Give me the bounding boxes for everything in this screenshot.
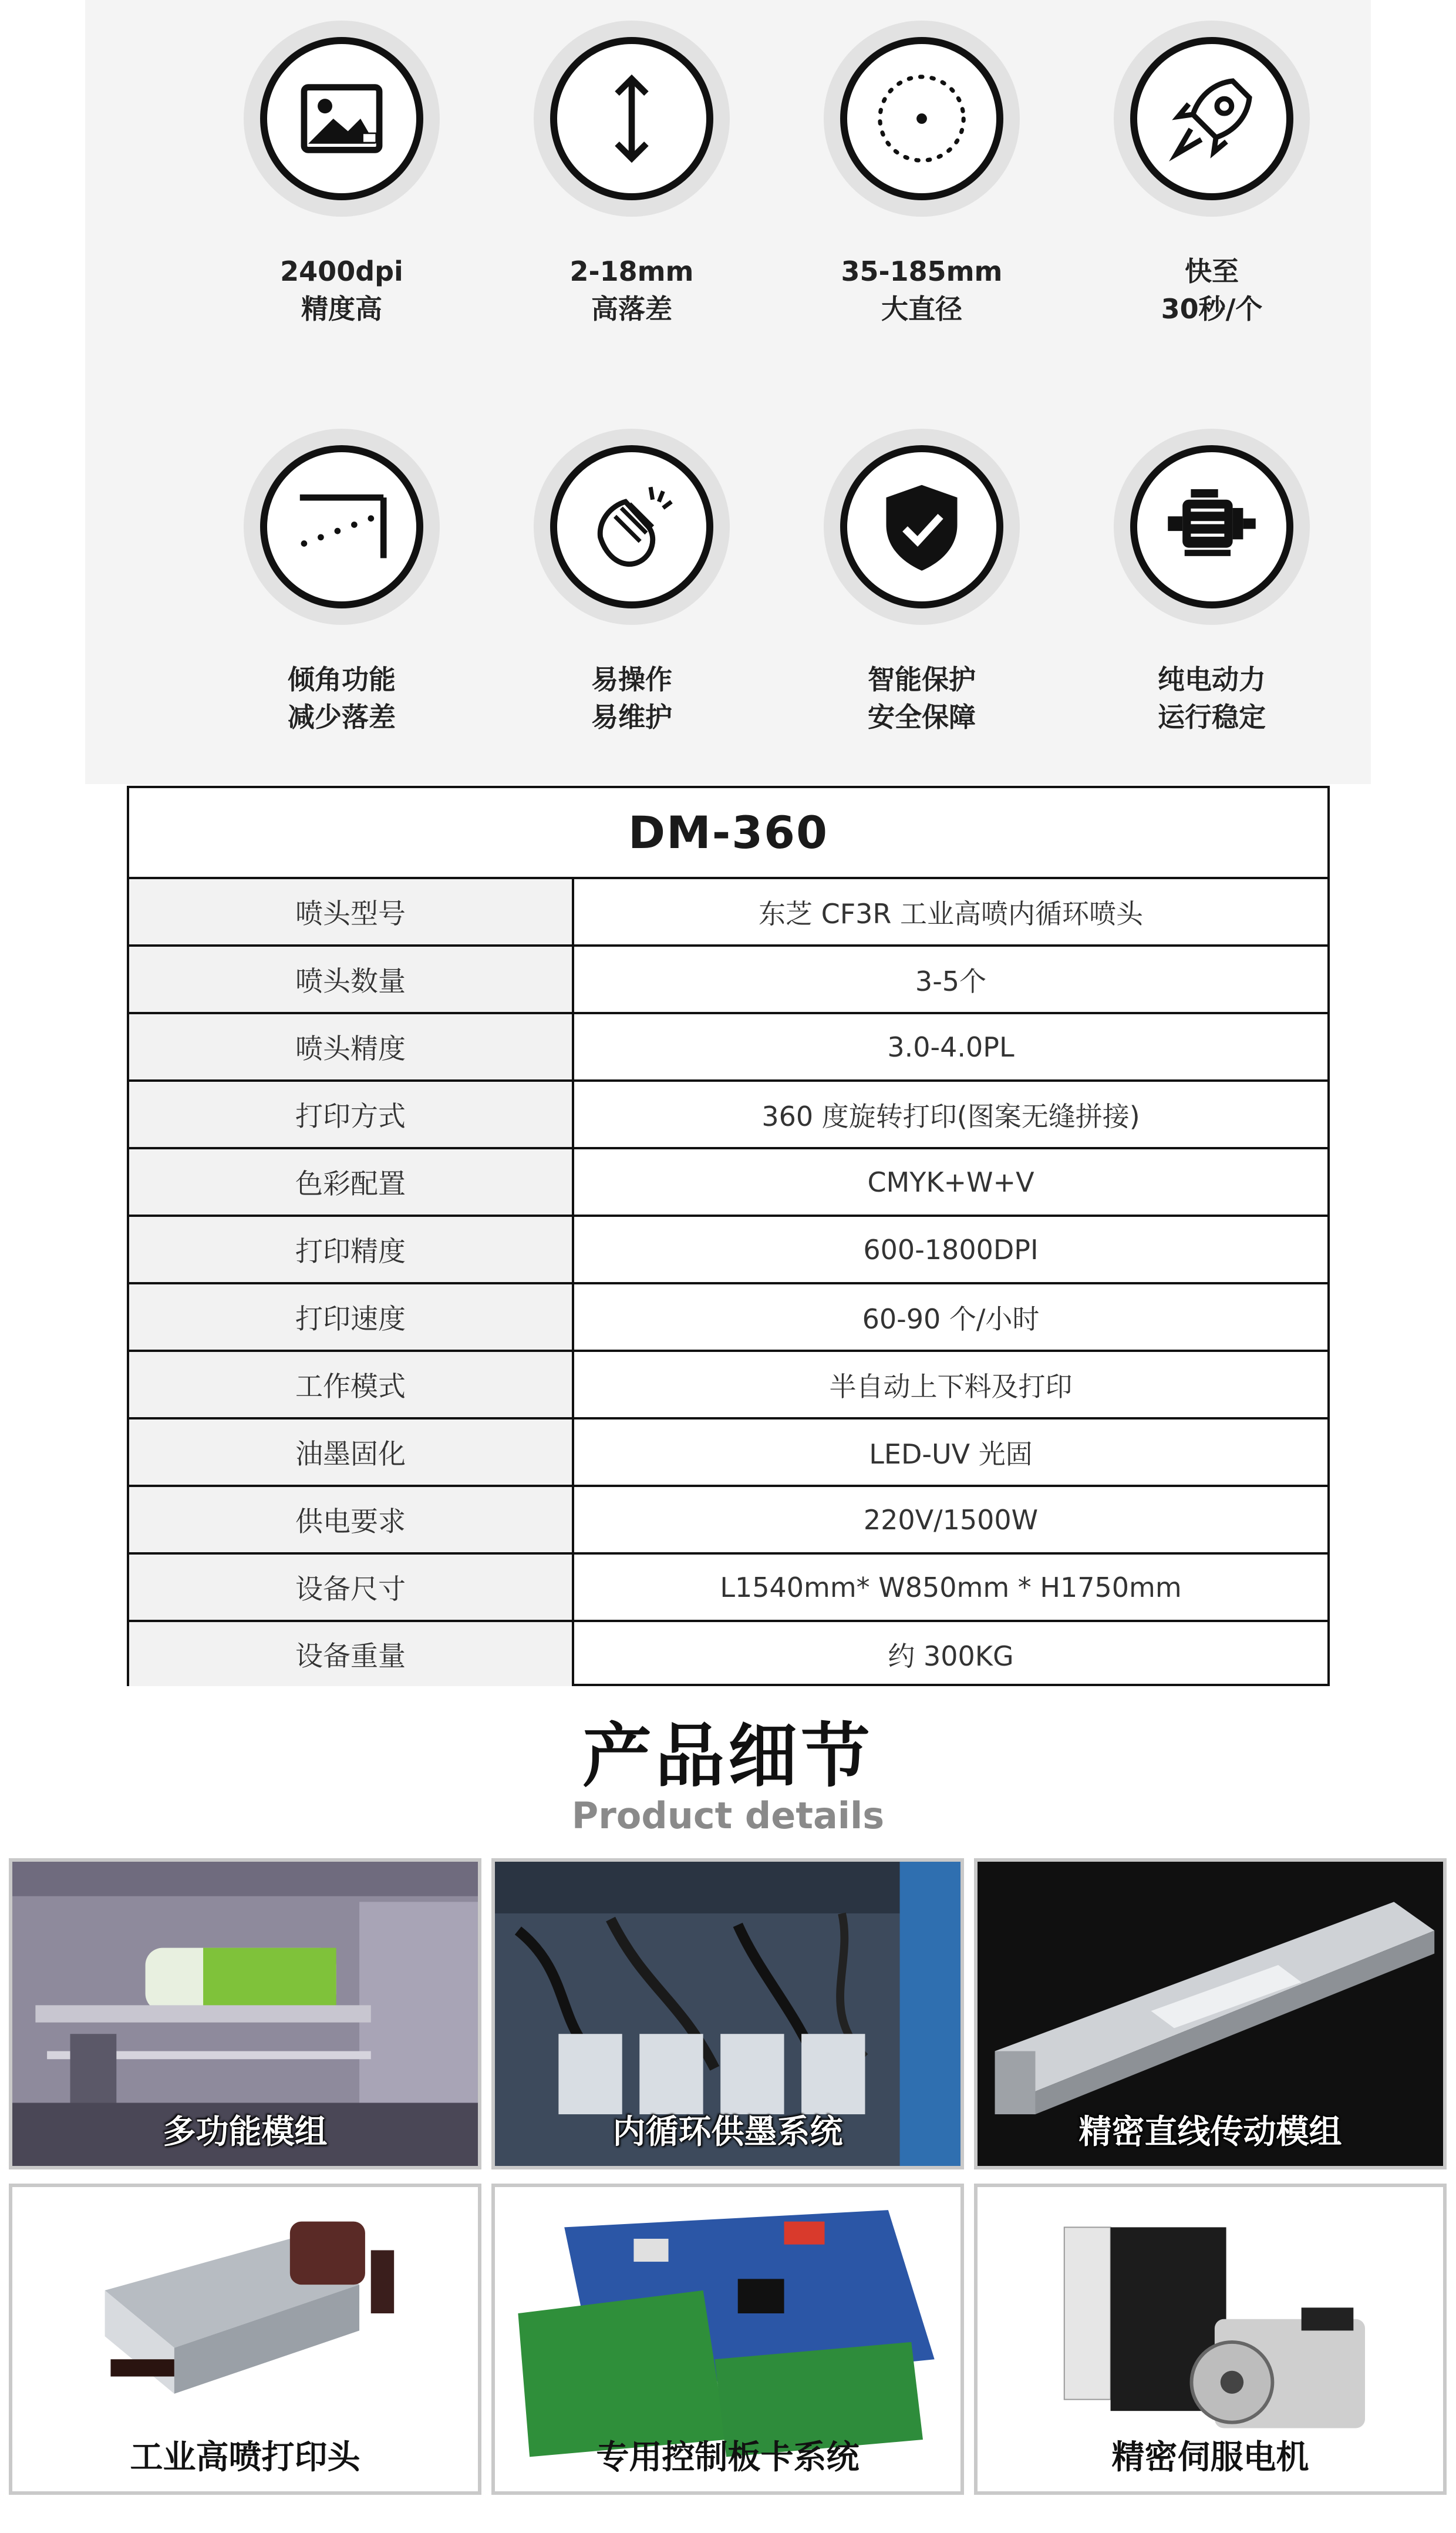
spec-value: 600-1800DPI: [863, 1233, 1039, 1266]
feature-speed-label: 30秒/个: [1161, 293, 1263, 325]
feature-precision-value: 2400dpi: [280, 255, 403, 287]
spec-value: 220V/1500W: [863, 1503, 1039, 1536]
feature-protection-label: 安全保障: [868, 701, 976, 733]
spec-key: 喷头型号: [129, 879, 574, 944]
spec-key: 设备重量: [129, 1622, 574, 1686]
spec-row: [129, 1350, 1327, 1417]
feature-diameter-value: 35-185mm: [841, 255, 1003, 287]
clapping-hands-icon: [579, 475, 684, 579]
spec-row: [129, 1147, 1327, 1215]
spec-row: [129, 1552, 1327, 1620]
spec-value: 360 度旋转打印(图案无缝拼接): [761, 1100, 1140, 1132]
spec-value: CMYK+W+V: [867, 1166, 1034, 1198]
spec-row: [129, 1282, 1327, 1350]
feature-power-title: 纯电动力: [1158, 664, 1266, 695]
spec-row: [129, 1215, 1327, 1282]
spec-key: 喷头精度: [129, 1014, 574, 1079]
spec-row: [129, 1079, 1327, 1147]
spec-row: [129, 1485, 1327, 1552]
detail-tile-servo-motor: [974, 2184, 1447, 2495]
feature-ease-label: 易维护: [591, 701, 672, 733]
spec-value: 3.0-4.0PL: [887, 1031, 1015, 1063]
rocket-icon: [1160, 66, 1264, 171]
tilt-angle-icon: [289, 475, 394, 579]
spec-key: 油墨固化: [129, 1419, 574, 1485]
spec-row: [129, 877, 1327, 944]
spec-value: L1540mm* W850mm * H1750mm: [720, 1571, 1182, 1603]
spec-row: [129, 1620, 1327, 1686]
detail-caption: 精密直线传动模组: [1078, 2113, 1342, 2151]
spec-value: 60-90 个/小时: [862, 1303, 1040, 1335]
spec-value: 半自动上下料及打印: [829, 1370, 1073, 1402]
model-title: DM-360: [129, 788, 1327, 879]
detail-tile-linear-module: [974, 1858, 1447, 2169]
spec-key: 色彩配置: [129, 1149, 574, 1215]
detail-caption: 内循环供墨系统: [612, 2113, 843, 2151]
detail-caption: 精密伺服电机: [1111, 2438, 1309, 2477]
motor-icon: [1160, 475, 1264, 579]
spec-key: 打印方式: [129, 1082, 574, 1147]
dotted-circle-icon: [869, 66, 974, 171]
feature-tilt-label: 减少落差: [288, 701, 396, 733]
shield-check-icon: [869, 475, 974, 579]
vertical-arrows-icon: [579, 66, 684, 171]
spec-row: [129, 1417, 1327, 1485]
spec-value: 约 300KG: [888, 1640, 1014, 1672]
detail-tile-control-board: [491, 2184, 964, 2495]
spec-key: 打印速度: [129, 1284, 574, 1350]
detail-tile-multifunction-module: [9, 1858, 481, 2169]
feature-ease-title: 易操作: [591, 664, 672, 695]
detail-caption: 专用控制板卡系统: [596, 2438, 860, 2477]
feature-speed-value: 快至: [1185, 255, 1239, 287]
spec-key: 打印精度: [129, 1217, 574, 1282]
detail-tile-ink-circulation: [491, 1858, 964, 2169]
detail-caption: 工业高喷打印头: [130, 2438, 360, 2477]
feature-drop-value: 2-18mm: [569, 255, 694, 287]
feature-precision-label: 精度高: [301, 293, 382, 325]
feature-protection-title: 智能保护: [868, 664, 976, 695]
features-panel: [85, 0, 1371, 784]
spec-key: 设备尺寸: [129, 1555, 574, 1620]
details-subtitle: Product details: [571, 1794, 885, 1837]
feature-tilt-title: 倾角功能: [288, 664, 396, 695]
detail-caption: 多功能模组: [163, 2113, 328, 2151]
detail-tile-printhead: [9, 2184, 481, 2495]
spec-value: LED-UV 光固: [869, 1438, 1033, 1470]
spec-row: [129, 944, 1327, 1012]
details-title: 产品细节: [582, 1715, 874, 1797]
spec-table: [127, 786, 1330, 1686]
spec-value: 东芝 CF3R 工业高喷内循环喷头: [758, 897, 1144, 930]
spec-key: 工作模式: [129, 1352, 574, 1417]
image-hd-icon: [289, 66, 394, 171]
spec-key: 喷头数量: [129, 947, 574, 1012]
spec-row: [129, 1012, 1327, 1079]
spec-key: 供电要求: [129, 1487, 574, 1552]
feature-drop-label: 高落差: [591, 293, 672, 325]
feature-diameter-label: 大直径: [881, 293, 962, 325]
feature-power-label: 运行稳定: [1158, 701, 1266, 733]
spec-value: 3-5个: [915, 965, 987, 997]
